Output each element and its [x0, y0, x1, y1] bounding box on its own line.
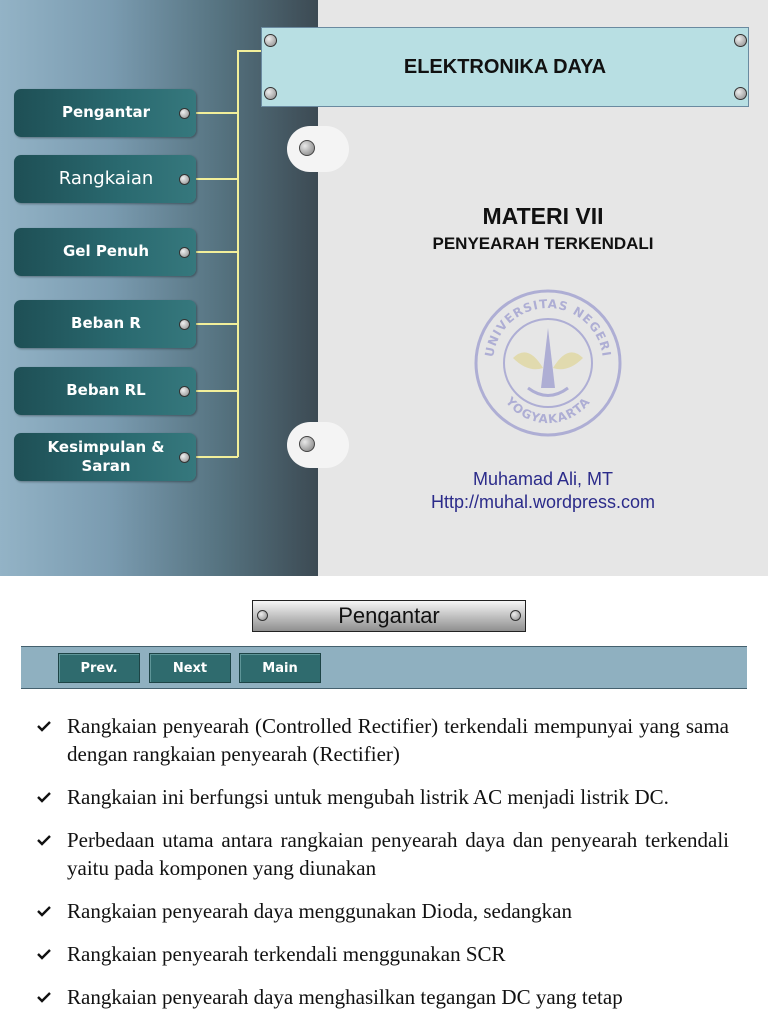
- menu-item-kesimpulan-saran[interactable]: [14, 433, 196, 481]
- bullet-text: Rangkaian penyearah daya menggunakan Dioda, sedangkan: [67, 899, 572, 923]
- materi-number: MATERI VII: [482, 203, 604, 229]
- checkmark-icon: [37, 790, 51, 804]
- menu-item-beban-r[interactable]: [14, 300, 196, 348]
- menu-item-label: Gel Penuh: [62, 242, 150, 261]
- section-title-button[interactable]: [252, 600, 526, 632]
- panel-notch-top: [287, 126, 349, 172]
- menu-item-gel-penuh[interactable]: [14, 228, 196, 276]
- bullet-text: Rangkaian ini berfungsi untuk mengubah listrik AC menjadi listrik DC.: [67, 785, 669, 809]
- checkmark-icon: [37, 990, 51, 1004]
- menu-item-rangkaian[interactable]: [14, 155, 196, 203]
- bullet-text: Perbedaan utama antara rangkaian penyearah daya dan penyearah terkendali yaitu pada komponen yang diunakan: [67, 828, 729, 880]
- rivet-icon: [179, 452, 190, 463]
- list-item: [37, 983, 729, 1011]
- svg-text:UNIVERSITAS NEGERI: UNIVERSITAS NEGERI: [482, 296, 614, 359]
- author-name: Muhamad Ali, MT: [472, 469, 614, 489]
- bullet-text: Rangkaian penyearah terkendali menggunakan SCR: [67, 942, 506, 966]
- bullet-list: [37, 712, 729, 1026]
- menu-item-beban-rl[interactable]: [14, 367, 196, 415]
- next-button[interactable]: Next: [149, 653, 231, 683]
- list-item: [37, 826, 729, 882]
- rivet-icon: [299, 436, 315, 452]
- university-logo-icon: [473, 288, 623, 438]
- rivet-icon: [264, 87, 277, 100]
- rivet-icon: [179, 108, 190, 119]
- list-item: [37, 783, 729, 811]
- menu-item-pengantar[interactable]: [14, 89, 196, 137]
- checkmark-icon: [37, 833, 51, 847]
- menu-item-label: Beban RL: [66, 381, 146, 400]
- navigation-toolbar: [21, 646, 747, 689]
- rivet-icon: [179, 319, 190, 330]
- course-title-box: [261, 27, 749, 107]
- section-title: Pengantar: [338, 603, 440, 628]
- checkmark-icon: [37, 904, 51, 918]
- rivet-icon: [510, 610, 521, 621]
- rivet-icon: [179, 386, 190, 397]
- course-title: ELEKTRONIKA DAYA: [403, 55, 607, 78]
- menu-item-label: Beban R: [71, 314, 141, 333]
- checkmark-icon: [37, 947, 51, 961]
- rivet-icon: [264, 34, 277, 47]
- list-item: [37, 940, 729, 968]
- list-item: [37, 897, 729, 925]
- rivet-icon: [734, 34, 747, 47]
- bullet-text: Rangkaian penyearah daya menghasilkan tegangan DC yang tetap: [67, 985, 623, 1009]
- menu-item-label: Pengantar: [61, 103, 151, 122]
- materi-subtitle: PENYEARAH TERKENDALI: [432, 234, 654, 253]
- bullet-text: Rangkaian penyearah (Controlled Rectifier) terkendali mempunyai yang sama dengan rangkaian penyearah (Rectifier): [67, 714, 729, 766]
- rivet-icon: [299, 140, 315, 156]
- panel-notch-bottom: [287, 422, 349, 468]
- prev-button[interactable]: Prev.: [58, 653, 140, 683]
- list-item: [37, 712, 729, 768]
- rivet-icon: [179, 247, 190, 258]
- rivet-icon: [734, 87, 747, 100]
- main-button[interactable]: Main: [239, 653, 321, 683]
- rivet-icon: [257, 610, 268, 621]
- author-website-link[interactable]: Http://muhal.wordpress.com: [430, 492, 656, 512]
- checkmark-icon: [37, 719, 51, 733]
- menu-item-label: Kesimpulan & Saran: [47, 437, 165, 475]
- menu-item-label: Rangkaian: [58, 168, 154, 190]
- svg-text:YOGYAKARTA: YOGYAKARTA: [503, 394, 594, 427]
- rivet-icon: [179, 174, 190, 185]
